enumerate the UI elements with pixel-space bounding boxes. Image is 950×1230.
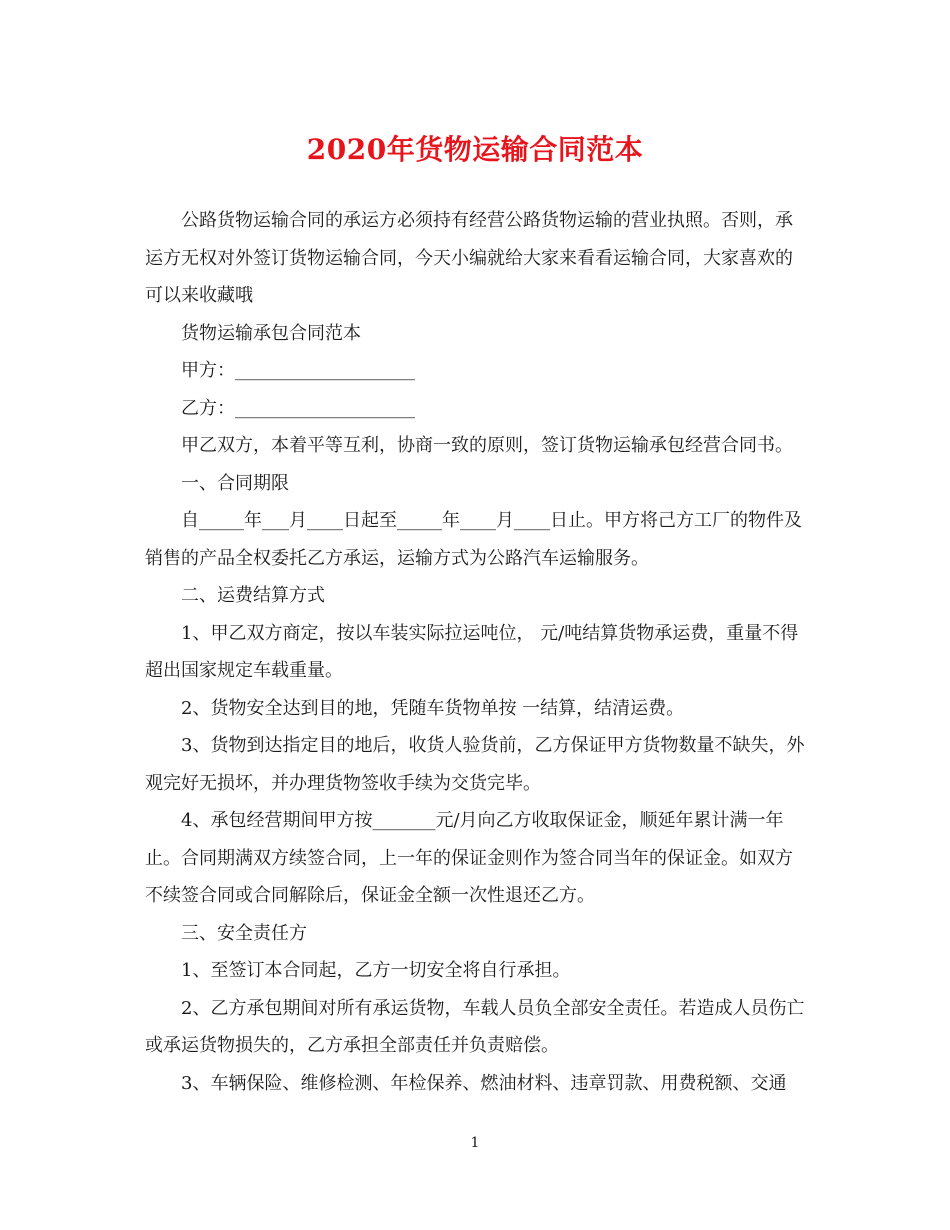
party-a-line: 甲方：____________________: [181, 360, 415, 381]
section-heading-term: 一、合同期限: [181, 472, 289, 494]
safety-clause-1: 1、至签订本合同起，乙方一切安全将自行承担。: [181, 960, 571, 981]
safety-clause-2: 2、乙方承包期间对所有承运货物，车载人员负全部安全责任。若造成人员伤亡或承运货物损失的，乙方承担全部责任并负责赔偿。: [145, 997, 805, 1056]
term-paragraph: 自_____年___月____日起至_____年____月____日止。甲方将己方工厂的物件及销售的产品全权委托乙方承运，运输方式为公路汽车运输服务。: [145, 510, 802, 569]
intro-paragraph: 公路货物运输合同的承运方必须持有经营公路货物运输的营业执照。否则，承运方无权对外签订货物运输合同，今天小编就给大家来看看运输合同，大家喜欢的可以来收藏哦: [145, 210, 793, 306]
settlement-clause-4: 4、承包经营期间甲方按_______元/月向乙方收取保证金，顺延年累计满一年止。合同期满双方续签合同，上一年的保证金则作为签合同当年的保证金。如双方不续签合同或合同解除后，保证金全额一次性退还乙方。: [145, 810, 793, 906]
document-title: 2020年货物运输合同范本: [306, 133, 644, 166]
section-heading-safety: 三、安全责任方: [181, 922, 307, 944]
safety-clause-3: 3、车辆保险、维修检测、年检保养、燃油材料、违章罚款、用费税额、交通: [181, 1072, 787, 1094]
settlement-clause-1: 1、甲乙双方商定，按以车装实际拉运吨位， 元/吨结算货物承运费，重量不得超出国家规定车载重量。: [145, 622, 799, 681]
page-number: 1: [470, 1135, 480, 1151]
contract-subtitle: 货物运输承包合同范本: [181, 322, 361, 344]
document-body: [145, 202, 805, 1102]
settlement-clause-2: 2、货物安全达到目的地，凭随车货物单按 一结算，结清运费。: [181, 697, 685, 719]
settlement-clause-3: 3、货物到达指定目的地后，收货人验货前，乙方保证甲方货物数量不缺失，外观完好无损坏，并办理货物签收手续为交货完毕。: [145, 735, 805, 794]
section-heading-settlement: 二、运费结算方式: [181, 585, 325, 606]
agreement-paragraph: 甲乙双方，本着平等互利，协商一致的原则，签订货物运输承包经营合同书。: [181, 435, 793, 456]
party-b-line: 乙方：____________________: [181, 397, 415, 419]
